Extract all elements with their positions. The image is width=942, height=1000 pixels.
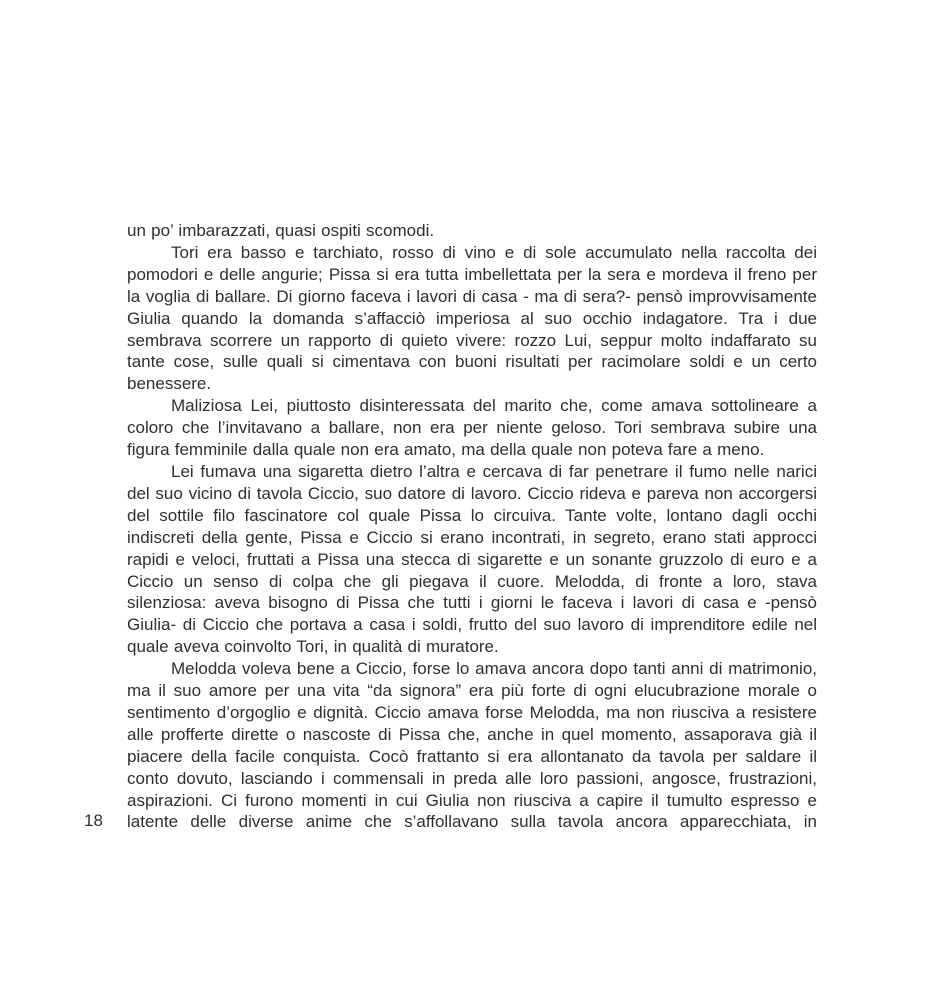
paragraph: Tori era basso e tarchiato, rosso di vino e di sole accumulato nella raccolta dei pomodori e delle angurie; Pissa si era tutta imbellettata per la sera e mordeva il freno per la voglia di ballare. Di giorno faceva i lavori di casa - ma di sera?- pensò improvvisamente Giulia quando la domanda s’affacciò imperiosa al suo occhio indagatore. Tra i due sembrava scorrere un rapporto di quieto vivere: rozzo Lui, seppur molto indaffarato su tante cose, sulle quali si cimentava con buoni risultati per racimolare soldi e un certo benessere.	[127, 242, 817, 394]
text-block	[127, 220, 817, 833]
paragraph-continuation: un po’ imbarazzati, quasi ospiti scomodi.	[127, 221, 435, 240]
paragraph-page-break: Melodda voleva bene a Ciccio, forse lo amava ancora dopo tanti anni di matrimonio, ma il suo amore per una vita “da signora” era più forte di ogni elucubrazione morale o sentimento d’orgoglio e dignità. Ciccio amava forse Melodda, ma non riusciva a resistere alle profferte dirette o nascoste di Pissa che, anche in quel momento, assaporava già il piacere della facile conquista. Cocò frattanto si era allontanato da tavola per saldare il conto dovuto, lasciando i commensali in preda alle loro passioni, angosce, frustrazioni, aspirazioni. Ci furono momenti in cui Giulia non riusciva a capire il tumulto espresso e latente delle diverse anime che s’affollavano sulla tavola ancora apparecchiata, in	[127, 659, 817, 832]
paragraph: Lei fumava una sigaretta dietro l’altra e cercava di far penetrare il fumo nelle narici del suo vicino di tavola Ciccio, suo datore di lavoro. Ciccio rideva e pareva non accorgersi del sottile filo fascinatore col quale Pissa lo circuiva. Tante volte, lontano dagli occhi indiscreti della gente, Pissa e Ciccio si erano incontrati, in segreto, erano stati approcci rapidi e veloci, fruttati a Pissa una stecca di sigarette e un sonante gruzzolo di euro e a Ciccio un senso di colpa che gli piegava il cuore. Melodda, di fronte a loro, stava silenziosa: aveva bisogno di Pissa che tutti i giorni le faceva i lavori di casa e -pensò Giulia- di Ciccio che portava a casa i soldi, frutto del suo lavoro di imprenditore edile nel quale aveva coinvolto Tori, in qualità di muratore.	[127, 461, 817, 657]
page-number: 18	[84, 811, 103, 830]
paragraph: Maliziosa Lei, piuttosto disinteressata del marito che, come amava sottolineare a coloro che l’invitavano a ballare, non era per niente geloso. Tori sembrava subire una figura femminile dalla quale non era amato, ma della quale non poteva fare a meno.	[127, 396, 817, 460]
